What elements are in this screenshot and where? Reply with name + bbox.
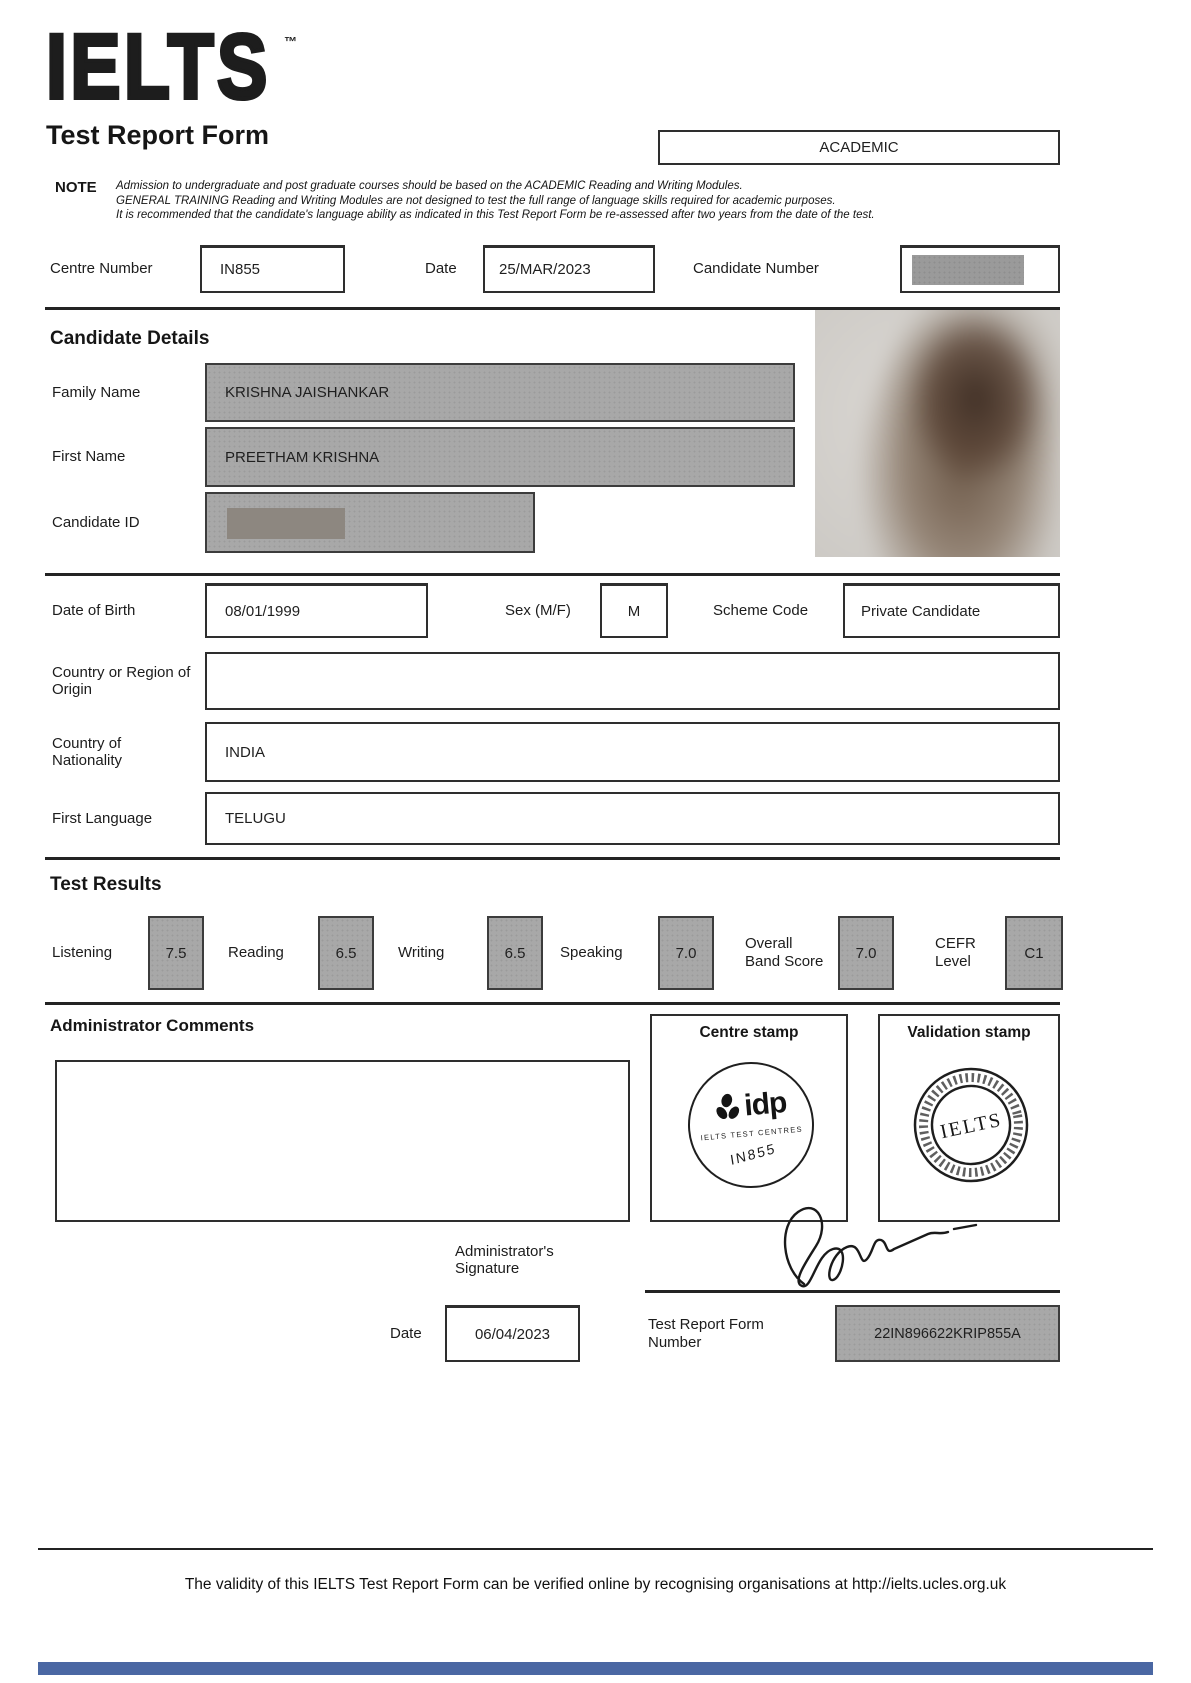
centre-number-value: IN855 [220, 261, 261, 278]
scheme-code-value: Private Candidate [861, 602, 981, 620]
test-results-heading: Test Results [50, 874, 162, 895]
idp-centre-stamp [683, 1057, 820, 1194]
dob-value: 08/01/1999 [225, 602, 301, 620]
administrator-signature [770, 1196, 1010, 1296]
cefr-level-label: CEFR Level [935, 935, 976, 970]
origin-label: Country or Region of Origin [52, 663, 191, 698]
idp-wordmark: idp [742, 1085, 788, 1122]
family-name-box [205, 363, 795, 422]
centre-number-label: Centre Number [50, 260, 153, 278]
idp-mark-icon [711, 1091, 744, 1124]
candidate-number-box [900, 245, 1060, 293]
section-divider [45, 857, 1060, 860]
speaking-label: Speaking [560, 944, 623, 961]
admin-comments-heading: Administrator Comments [50, 1016, 255, 1035]
candidate-id-box [205, 492, 535, 553]
trf-number-value: 22IN896622KRIP855A [874, 1325, 1021, 1342]
dob-label: Date of Birth [52, 601, 136, 619]
note-line-3: It is recommended that the candidate's language ability as indicated in this Test Report Form be re-assessed after two years from the date of the test. [116, 209, 875, 221]
issue-date-value: 06/04/2023 [474, 1325, 551, 1343]
sex-label: Sex (M/F) [505, 601, 571, 619]
ielts-validation-stamp [899, 1053, 1044, 1198]
first-name-value: PREETHAM KRISHNA [225, 448, 380, 466]
family-name-label: Family Name [52, 383, 141, 401]
footer-rule [38, 1548, 1153, 1550]
idp-stamp-centre-code: IN855 [729, 1139, 778, 1168]
reading-score: 6.5 [318, 916, 374, 990]
centre-number-box [200, 245, 345, 293]
cefr-level-value: C1 [1005, 916, 1063, 990]
signature-line [645, 1290, 1060, 1293]
test-date-box [483, 245, 655, 293]
centre-stamp-box [650, 1014, 848, 1222]
speaking-score: 7.0 [658, 916, 714, 990]
first-name-label: First Name [52, 448, 126, 466]
origin-box [205, 652, 1060, 710]
ielts-logo [46, 16, 320, 118]
trademark-symbol: ™ [284, 34, 297, 49]
candidate-photo-blur [815, 310, 1060, 557]
issue-date-box [445, 1305, 580, 1362]
idp-stamp-subtitle: IELTS TEST CENTRES [700, 1124, 804, 1142]
listening-label: Listening [52, 944, 113, 961]
first-language-box [205, 792, 1060, 845]
test-date-label: Date [425, 260, 457, 278]
reading-label: Reading [228, 944, 284, 961]
note-line-1: Admission to undergraduate and post graduate courses should be based on the ACADEMIC Reading and Writing Modules. [116, 180, 743, 192]
sex-box [600, 583, 668, 638]
section-divider [45, 1002, 1060, 1005]
writing-score: 6.5 [487, 916, 543, 990]
scheme-code-box [843, 583, 1060, 638]
first-language-label: First Language [52, 809, 153, 827]
bottom-blue-bar [38, 1662, 1153, 1675]
first-language-value: TELUGU [225, 810, 286, 827]
module-label: ACADEMIC [819, 139, 899, 156]
trf-number-box [835, 1305, 1060, 1362]
scheme-code-label: Scheme Code [713, 601, 809, 619]
note-line-2: GENERAL TRAINING Reading and Writing Modules are not designed to test the full range of language skills required for academic purposes. [116, 194, 836, 207]
candidate-number-redaction [912, 255, 1024, 285]
idp-logo [711, 1085, 788, 1125]
form-title: Test Report Form [46, 120, 270, 150]
first-name-box [205, 427, 795, 487]
footer-verification-text: The validity of this IELTS Test Report Form can be verified online by recognising organisations at http://ielts.ucles.org.uk [184, 1576, 1007, 1593]
trf-number-label: Test Report Form Number [648, 1316, 764, 1351]
candidate-photo [815, 310, 1060, 557]
overall-band-score: 7.0 [838, 916, 894, 990]
validation-stamp-title: Validation stamp [907, 1024, 1031, 1041]
dob-box [205, 583, 428, 638]
validation-stamp-box [878, 1014, 1060, 1222]
section-divider [45, 573, 1060, 576]
nationality-label: Country of Nationality [52, 734, 123, 769]
family-name-value: KRISHNA JAISHANKAR [225, 384, 390, 401]
nationality-box [205, 722, 1060, 782]
listening-score: 7.5 [148, 916, 204, 990]
writing-label: Writing [398, 944, 445, 961]
validation-stamp-center-text: IELTS [938, 1108, 1005, 1144]
candidate-id-label: Candidate ID [52, 513, 140, 531]
ielts-logo-text: IELTS [46, 16, 271, 118]
admin-signature-label: Administrator's Signature [455, 1243, 554, 1278]
issue-date-label: Date [390, 1324, 422, 1342]
sex-value: M [627, 602, 641, 620]
admin-comments-box [55, 1060, 630, 1222]
note-label: NOTE [55, 179, 97, 196]
note-text [116, 179, 996, 223]
candidate-id-redaction [227, 508, 345, 539]
centre-stamp-title: Centre stamp [699, 1024, 799, 1041]
test-date-value: 25/MAR/2023 [499, 261, 591, 278]
candidate-number-label: Candidate Number [693, 260, 819, 278]
nationality-value: INDIA [225, 743, 266, 761]
overall-band-label: Overall Band Score [745, 935, 824, 970]
module-box [658, 130, 1060, 165]
candidate-details-heading: Candidate Details [50, 328, 210, 349]
